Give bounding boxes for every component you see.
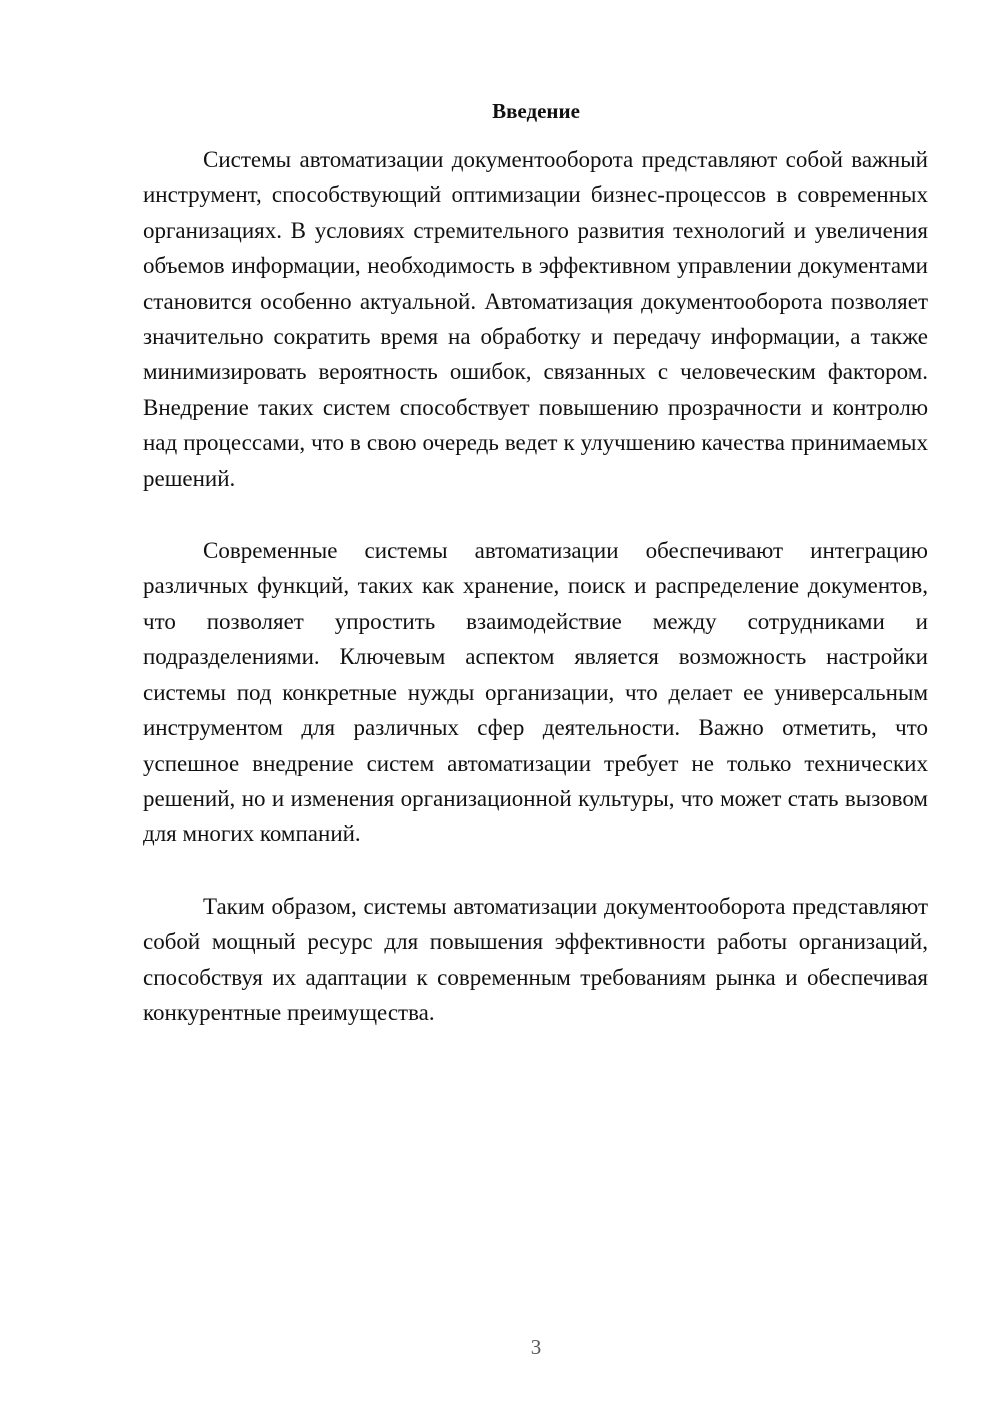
page-number: 3 [530,1335,542,1359]
paragraph-1: Системы автоматизации документооборота представляют собой важный инструмент, способствующий оптимизации бизнес-процессов в современных организациях. В условиях стремительного развития технологий и увеличения объемов информации, необходимость в эффективном управлении документами становится особенно актуальной. Автоматизация документооборота позволяет значительно сократить время на обработку и передачу информации, а также минимизировать вероятность ошибок, связанных с человеческим фактором. Внедрение таких систем способствует повышению прозрачности и контролю над процессами, что в свою очередь ведет к улучшению качества принимаемых решений. [143,147,928,491]
paragraph-3: Таким образом, системы автоматизации документооборота представляют собой мощный ресурс для повышения эффективности работы организаций, способствуя их адаптации к современным требованиям рынка и обеспечивая конкурентные преимущества. [143,893,928,1025]
body-text [143,142,928,1030]
paragraph-2: Современные системы автоматизации обеспечивают интеграцию различных функций, таких как хранение, поиск и распределение документов, что позволяет упростить взаимодействие между сотрудниками и подразделениями. Ключевым аспектом является возможность настройки системы под конкретные нужды организации, что делает ее универсальным инструментом для различных сфер деятельности. Важно отметить, что успешное внедрение систем автоматизации требует не только технических решений, но и изменения организационной культуры, что может стать вызовом для многих компаний. [143,538,928,847]
section-heading: Введение [492,99,580,123]
